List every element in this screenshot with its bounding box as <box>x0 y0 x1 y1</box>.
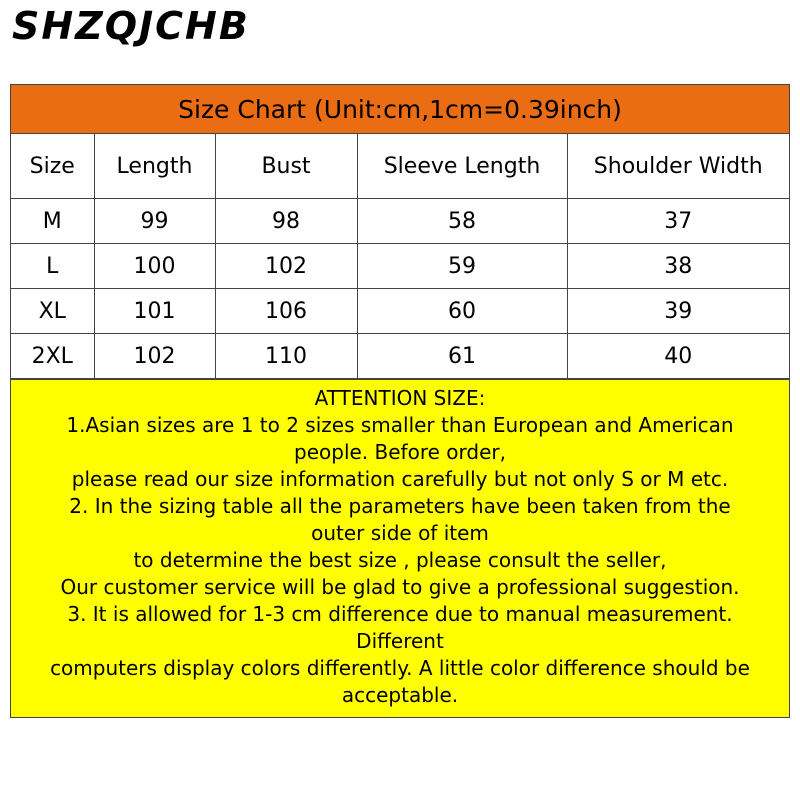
table-cell: 106 <box>215 289 357 334</box>
table-cell: L <box>11 244 94 289</box>
table-cell: 102 <box>215 244 357 289</box>
table-cell: XL <box>11 289 94 334</box>
table-cell: 101 <box>94 289 215 334</box>
table-cell: 37 <box>567 199 789 244</box>
notice-line: outer side of item <box>311 521 489 545</box>
size-chart-title: Size Chart (Unit:cm,1cm=0.39inch) <box>11 85 789 134</box>
column-header: Bust <box>215 134 357 199</box>
column-header: Shoulder Width <box>567 134 789 199</box>
table-row <box>11 334 789 379</box>
table-cell: 58 <box>357 199 567 244</box>
table-cell: 40 <box>567 334 789 379</box>
table-header-row <box>11 134 789 199</box>
table-cell: 59 <box>357 244 567 289</box>
table-row <box>11 289 789 334</box>
notice-line: computers display colors differently. A little color difference should be <box>50 656 750 680</box>
table-cell: 38 <box>567 244 789 289</box>
table-cell: 102 <box>94 334 215 379</box>
table-cell: 100 <box>94 244 215 289</box>
notice-line: 3. It is allowed for 1-3 cm difference due to manual measurement. <box>67 602 733 626</box>
notice-heading: ATTENTION SIZE: <box>314 386 486 410</box>
table-cell: 2XL <box>11 334 94 379</box>
notice-line: to determine the best size , please consult the seller, <box>133 548 667 572</box>
notice-line: please read our size information carefully but not only S or M etc. <box>71 467 729 491</box>
table-row <box>11 199 789 244</box>
table-row <box>11 244 789 289</box>
attention-notice <box>11 379 789 717</box>
size-chart <box>10 84 790 718</box>
column-header: Size <box>11 134 94 199</box>
notice-line: 2. In the sizing table all the parameters have been taken from the <box>69 494 731 518</box>
size-table <box>11 134 789 379</box>
notice-line: Different <box>356 629 444 653</box>
notice-line: people. Before order, <box>294 440 506 464</box>
brand-logo: SHZQJCHB <box>12 4 250 48</box>
table-cell: 61 <box>357 334 567 379</box>
table-cell: 60 <box>357 289 567 334</box>
table-cell: 98 <box>215 199 357 244</box>
notice-line: Our customer service will be glad to give a professional suggestion. <box>60 575 740 599</box>
notice-line: 1.Asian sizes are 1 to 2 sizes smaller than European and American <box>66 413 734 437</box>
column-header: Length <box>94 134 215 199</box>
column-header: Sleeve Length <box>357 134 567 199</box>
notice-line: acceptable. <box>341 683 459 707</box>
table-cell: M <box>11 199 94 244</box>
table-cell: 39 <box>567 289 789 334</box>
table-cell: 110 <box>215 334 357 379</box>
table-cell: 99 <box>94 199 215 244</box>
